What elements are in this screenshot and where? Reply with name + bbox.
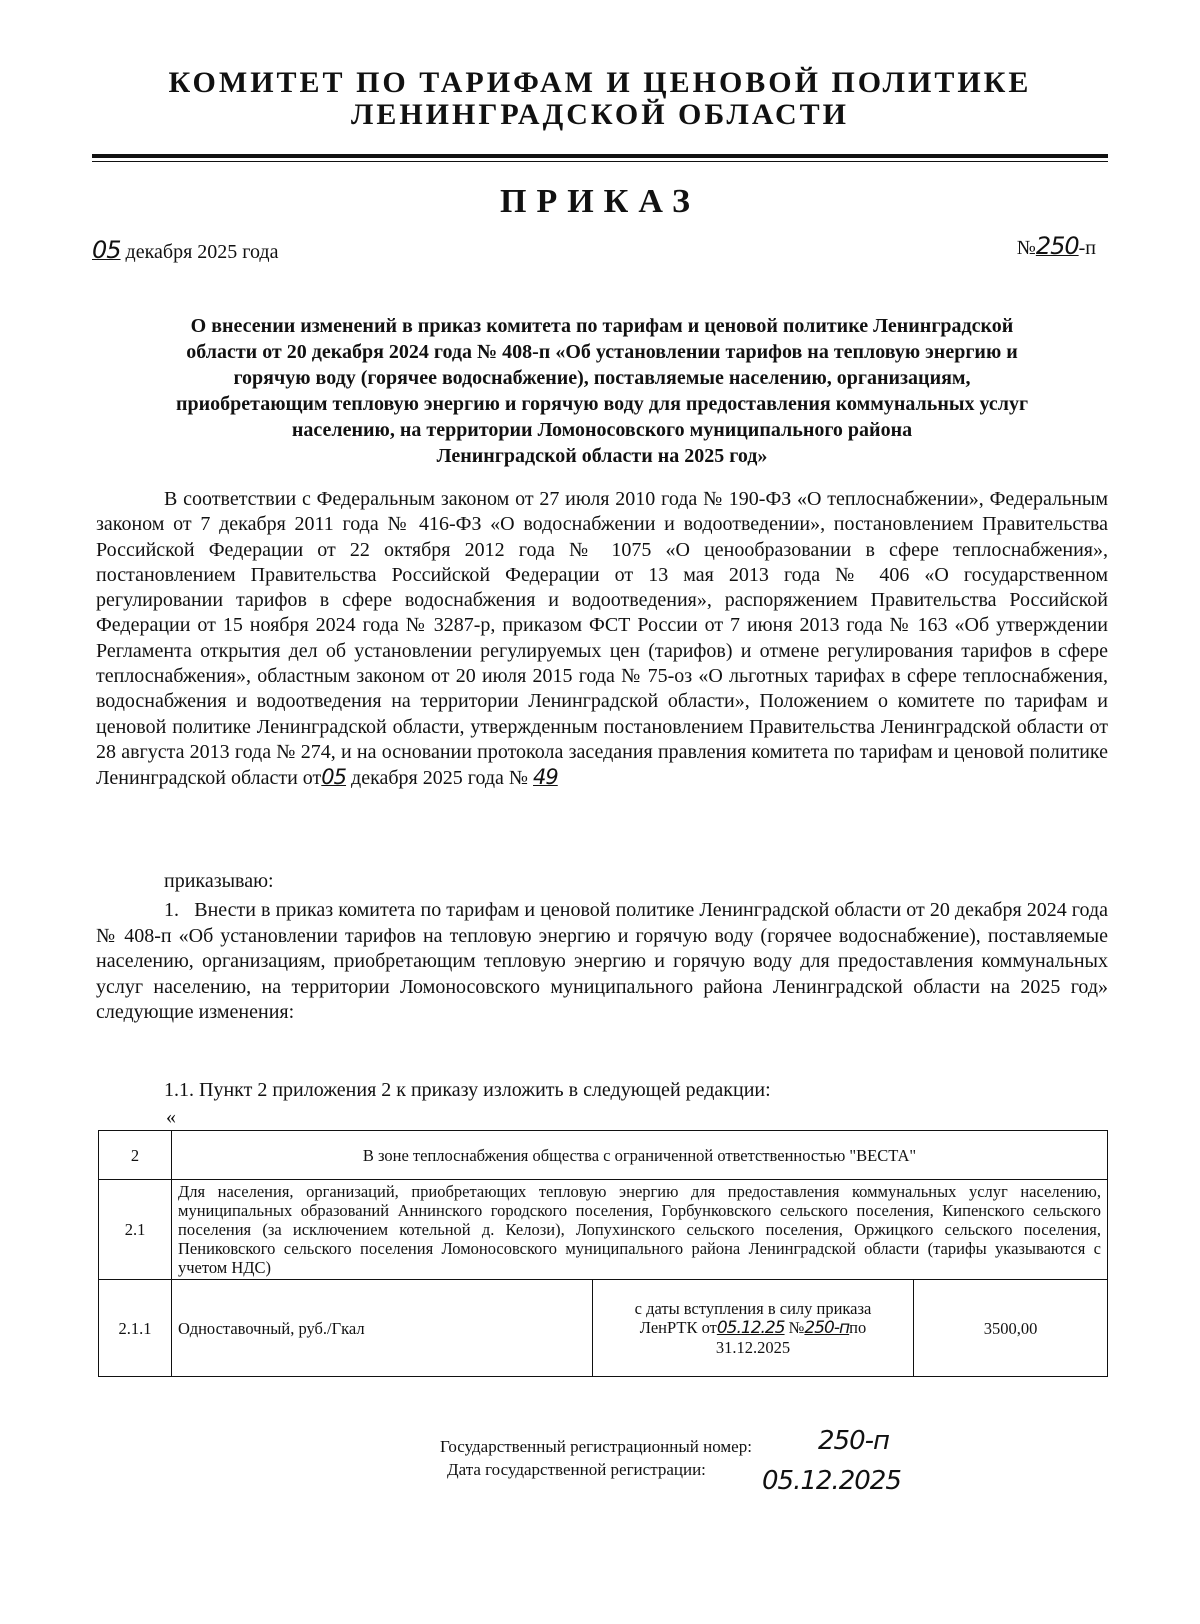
document-title: ПРИКАЗ bbox=[500, 183, 700, 220]
order-number-handwritten: 250 bbox=[1035, 232, 1079, 260]
heading-line: Ленинградской области на 2025 год» bbox=[436, 445, 768, 467]
table-row bbox=[99, 1131, 1108, 1180]
tariff-value: 3500,00 bbox=[914, 1280, 1108, 1377]
order-number-suffix: -п bbox=[1078, 237, 1096, 259]
registration-date-handwritten: 05.12.2025 bbox=[762, 1466, 901, 1496]
protocol-number-handwritten: 49 bbox=[533, 765, 558, 790]
heat-zone-title: В зоне теплоснабжения общества с ограниченной ответственностью "ВЕСТА" bbox=[172, 1131, 1108, 1180]
header-rule-thin bbox=[92, 161, 1108, 162]
order-date bbox=[92, 236, 278, 264]
protocol-date-rest: декабря 2025 года № bbox=[351, 767, 529, 790]
preamble-text: В соответствии с Федеральным законом от 27 июля 2010 года № 190-ФЗ «О теплоснабжении», Федеральным законом от 7 декабря 2011 года № 416-ФЗ «О водоснабжении и водоотведении», постановлением Правительства Российской Федерации от 22 октября 2012 года № 1075 «О ценообразовании в сфере теплоснабжения», постановлением Правительства Российской Федерации от 13 мая 2013 года № 406 «О государственном регулировании тарифов в сфере водоснабжения и водоотведения», распоряжением Правительства Российской Федерации от 15 ноября 2024 года № 3287-р, приказом ФСТ России от 7 июня 2013 года № 163 «Об утверждении Регламента открытия дел об установлении регулируемых цен (тарифов) и отмене регулирования тарифов в сфере теплоснабжения», областным законом от 20 июля 2015 года № 75-оз «О льготных тарифах в сфере теплоснабжения, водоснабжения и водоотведения на территории Ленинградской области», Положением о комитете по тарифам и ценовой политике Ленинградской области, утвержденным постановлением Правительства Ленинградской области от 28 августа 2013 года № 274, и на основании протокола заседания правления комитета по тарифам и ценовой политике Ленинградской области от bbox=[96, 488, 1108, 790]
item-1-paragraph: 1. Внести в приказ комитета по тарифам и ценовой политике Ленинградской области от 20 декабря 2024 года № 408-п «Об установлении тарифов на тепловую энергию и горячую воду (горячее водоснабжение), поставляемые населению, организациям, приобретающим тепловую энергию и горячую воду для предоставления коммунальных услуг населению, на территории Ломоносовского муниципального района Ленинградской области на 2025 год» следующие изменения: bbox=[96, 899, 1108, 1023]
item-1-1-paragraph: 1.1. Пункт 2 приложения 2 к приказу изложить в следующей редакции: bbox=[164, 1079, 771, 1101]
registration-number-label: Государственный регистрационный номер: bbox=[440, 1437, 752, 1456]
heading-line: приобретающим тепловую энергию и горячую воду для предоставления коммунальных услуг bbox=[175, 393, 1029, 415]
heading-line: О внесении изменений в приказ комитета по тарифам и ценовой политике Ленинградской bbox=[190, 315, 1014, 337]
registration-number-handwritten: 250-п bbox=[818, 1426, 890, 1456]
order-number bbox=[1017, 232, 1096, 260]
consumer-group-description: Для населения, организаций, приобретающих тепловую энергию для предоставления коммунальных услуг населению, муниципальных образований Аннинского городского поселения, Горбунковского сельского поселения, Кипенского сельского поселения (за исключением котельной д. Келози), Лопухинского сельского поселения, Оржицкого сельского поселения, Пениковского сельского поселения Ломоносовского муниципального района Ленинградской области (тарифы указываются с учетом НДС) bbox=[172, 1180, 1108, 1280]
heading-line: области от 20 декабря 2024 года № 408-п «Об установлении тарифов на тепловую энергию и bbox=[186, 341, 1018, 363]
period-prefix: ЛенРТК от bbox=[639, 1318, 717, 1337]
period-date-handwritten: 05.12.25 bbox=[716, 1318, 785, 1338]
opening-quote: « bbox=[166, 1106, 176, 1128]
row-number: 2.1.1 bbox=[99, 1280, 172, 1377]
document-heading bbox=[96, 313, 1108, 469]
period-number-handwritten: 250-п bbox=[804, 1318, 850, 1338]
row-number: 2 bbox=[99, 1131, 172, 1180]
order-date-rest: декабря 2025 года bbox=[125, 241, 279, 263]
tariff-period bbox=[593, 1280, 914, 1377]
period-end-date: 31.12.2025 bbox=[715, 1338, 791, 1357]
preamble-paragraph bbox=[96, 487, 1108, 792]
order-day-handwritten: 05 bbox=[92, 236, 121, 264]
org-name-line2: ЛЕНИНГРАДСКОЙ ОБЛАСТИ bbox=[350, 98, 850, 131]
org-name-line1: КОМИТЕТ ПО ТАРИФАМ И ЦЕНОВОЙ ПОЛИТИКЕ bbox=[168, 66, 1032, 99]
order-number-prefix: № bbox=[1016, 237, 1036, 259]
period-no: № bbox=[788, 1318, 805, 1337]
header-rule-thick bbox=[92, 154, 1108, 158]
tariff-table bbox=[98, 1130, 1108, 1377]
period-to: по bbox=[849, 1318, 867, 1337]
period-start-text: с даты вступления в силу приказа bbox=[634, 1299, 872, 1318]
period-order-ref bbox=[599, 1318, 907, 1338]
registration-date-label: Дата государственной регистрации: bbox=[447, 1460, 706, 1479]
row-number: 2.1 bbox=[99, 1180, 172, 1280]
heading-line: населению, на территории Ломоносовского муниципального района bbox=[291, 419, 913, 441]
protocol-day-handwritten: 05 bbox=[321, 765, 347, 790]
table-row bbox=[99, 1180, 1108, 1280]
orders-word: приказываю: bbox=[164, 870, 274, 892]
tariff-type: Одноставочный, руб./Гкал bbox=[172, 1280, 593, 1377]
table-row bbox=[99, 1280, 1108, 1377]
heading-line: горячую воду (горячее водоснабжение), поставляемые населению, организациям, bbox=[233, 367, 971, 389]
